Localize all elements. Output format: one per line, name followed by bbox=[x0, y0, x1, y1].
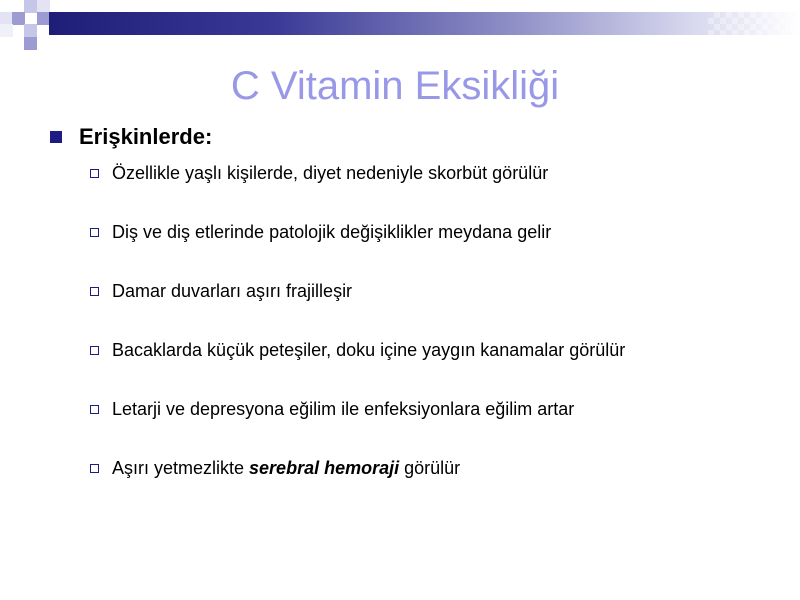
filled-square-bullet-icon bbox=[50, 131, 62, 143]
hollow-square-bullet-icon bbox=[90, 228, 99, 237]
header-band-pattern bbox=[708, 12, 800, 35]
list-item-text: Damar duvarları aşırı frajilleşir bbox=[112, 280, 353, 301]
decor-square-icon bbox=[0, 24, 13, 37]
list-item bbox=[90, 162, 790, 184]
list-item-text bbox=[112, 458, 460, 479]
slide-title: C Vitamin Eksikliği bbox=[230, 64, 560, 108]
list-item bbox=[90, 339, 790, 361]
decor-square-icon bbox=[24, 0, 37, 13]
decor-square-icon bbox=[24, 24, 37, 37]
list-item bbox=[90, 457, 790, 479]
hollow-square-bullet-icon bbox=[90, 169, 99, 178]
list-item-text-before: Aşırı yetmezlikte bbox=[112, 457, 250, 478]
list-item bbox=[90, 221, 790, 243]
list-item-text-after: görülür bbox=[399, 457, 461, 478]
hollow-square-bullet-icon bbox=[90, 287, 99, 296]
slide-content bbox=[50, 120, 790, 516]
hollow-square-bullet-icon bbox=[90, 464, 99, 473]
heading-text: Erişkinlerde: bbox=[79, 124, 213, 149]
decor-square-icon bbox=[24, 37, 37, 50]
list-item-text: Bacaklarda küçük peteşiler, doku içine yaygın kanamalar görülür bbox=[112, 339, 626, 360]
list-item-text: Letarji ve depresyona eğilim ile enfeksiyonlara eğilim artar bbox=[112, 398, 575, 419]
list-item-text: Özellikle yaşlı kişilerde, diyet nedeniyle skorbüt görülür bbox=[112, 162, 549, 183]
list-item-text: Diş ve diş etlerinde patolojik değişiklikler meydana gelir bbox=[112, 221, 552, 242]
header-band bbox=[49, 12, 800, 35]
list-item-emphasis: serebral hemoraji bbox=[249, 457, 400, 478]
heading-item bbox=[50, 120, 790, 154]
list-item bbox=[90, 280, 790, 302]
hollow-square-bullet-icon bbox=[90, 405, 99, 414]
hollow-square-bullet-icon bbox=[90, 346, 99, 355]
list-item bbox=[90, 398, 790, 420]
